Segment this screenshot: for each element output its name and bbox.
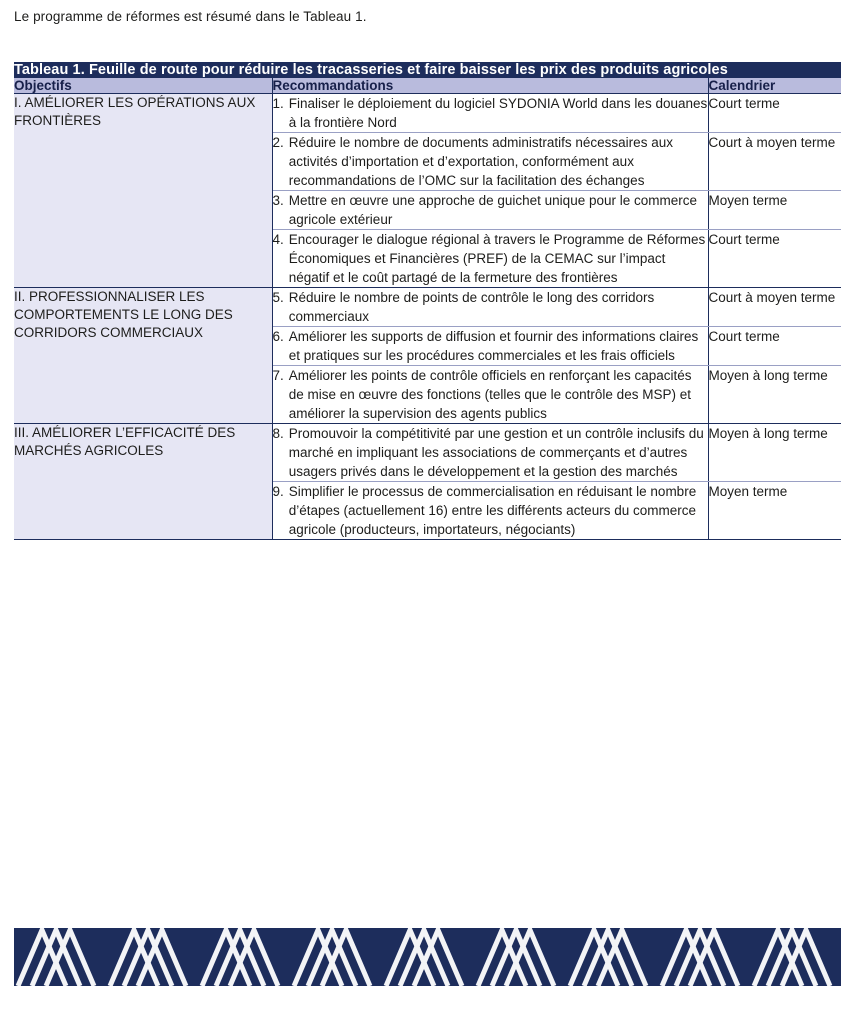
recommendation-number: 7. — [272, 368, 284, 383]
recommendation-number: 2. — [272, 135, 284, 150]
recommendation-cell — [272, 230, 708, 288]
recommendation-text: Encourager le dialogue régional à travers le Programme de Réformes Économiques et Financières (PREF) de la CEMAC sur l’impact négatif et le coût partagé de la fermeture des frontières — [288, 232, 706, 285]
calendar-cell: Moyen terme — [708, 482, 841, 540]
objective-cell: II. PROFESSIONNALISER LES COMPORTEMENTS LE LONG DES CORRIDORS COMMERCIAUX — [14, 288, 272, 424]
recommendation-cell — [272, 191, 708, 230]
calendar-cell: Moyen à long terme — [708, 366, 841, 424]
calendar-cell: Court terme — [708, 327, 841, 366]
calendar-cell: Court à moyen terme — [708, 288, 841, 327]
recommendation-number: 6. — [272, 329, 284, 344]
recommendation-cell — [272, 133, 708, 191]
recommendation-text: Mettre en œuvre une approche de guichet unique pour le commerce agricole extérieur — [288, 193, 697, 227]
recommendation-cell — [272, 94, 708, 133]
recommendation-text: Simplifier le processus de commercialisation en réduisant le nombre d’étapes (actuellement 16) entre les différents acteurs du commerce agricole (producteurs, importateurs, négociants) — [288, 484, 697, 537]
recommendation-cell — [272, 327, 708, 366]
calendar-cell: Court terme — [708, 94, 841, 133]
column-header-objectifs: Objectifs — [14, 78, 272, 94]
decorative-footer-band — [14, 928, 841, 986]
recommendation-cell — [272, 366, 708, 424]
calendar-cell: Court terme — [708, 230, 841, 288]
table-row — [14, 424, 841, 482]
recommendation-text: Réduire le nombre de points de contrôle le long des corridors commerciaux — [288, 290, 655, 324]
calendar-cell: Moyen terme — [708, 191, 841, 230]
table-title: Tableau 1. Feuille de route pour réduire les tracasseries et faire baisser les prix des produits agricoles — [14, 62, 841, 78]
recommendation-text: Réduire le nombre de documents administratifs nécessaires aux activités d’importation et d’exportation, conformément aux recommandations de l’OMC sur la facilitation des échanges — [288, 135, 673, 188]
roadmap-table-container — [14, 62, 841, 540]
column-header-calendrier: Calendrier — [708, 78, 841, 94]
recommendation-number: 8. — [272, 426, 284, 441]
column-header-recommandations: Recommandations — [272, 78, 708, 94]
calendar-cell: Moyen à long terme — [708, 424, 841, 482]
table-header-row — [14, 78, 841, 94]
recommendation-text: Améliorer les points de contrôle officiels en renforçant les capacités de mise en œuvre des fonctions (telles que le contrôle des MSP) et améliorer la supervision des agents publics — [288, 368, 692, 421]
intro-paragraph: Le programme de réformes est résumé dans le Tableau 1. — [14, 9, 367, 24]
recommendation-cell — [272, 424, 708, 482]
recommendation-number: 5. — [272, 290, 284, 305]
roadmap-table — [14, 62, 841, 540]
table-row — [14, 288, 841, 327]
chevron-pattern-icon — [14, 928, 841, 986]
recommendation-number: 1. — [272, 96, 284, 111]
recommendation-text: Finaliser le déploiement du logiciel SYDONIA World dans les douanes à la frontière Nord — [288, 96, 708, 130]
recommendation-number: 9. — [272, 484, 284, 499]
table-title-row — [14, 62, 841, 78]
objective-cell: I. AMÉLIORER LES OPÉRATIONS AUX FRONTIÈRES — [14, 94, 272, 288]
recommendation-cell — [272, 288, 708, 327]
recommendation-number: 4. — [272, 232, 284, 247]
recommendation-text: Promouvoir la compétitivité par une gestion et un contrôle inclusifs du marché en impliquant les associations de commerçants et d’autres usagers privés dans le développement et la gestion des marchés — [288, 426, 704, 479]
recommendation-text: Améliorer les supports de diffusion et fournir des informations claires et pratiques sur les procédures commerciales et les frais officiels — [288, 329, 699, 363]
calendar-cell: Court à moyen terme — [708, 133, 841, 191]
recommendation-cell — [272, 482, 708, 540]
objective-cell: III. AMÉLIORER L’EFFICACITÉ DES MARCHÉS AGRICOLES — [14, 424, 272, 540]
table-row — [14, 94, 841, 133]
recommendation-number: 3. — [272, 193, 284, 208]
